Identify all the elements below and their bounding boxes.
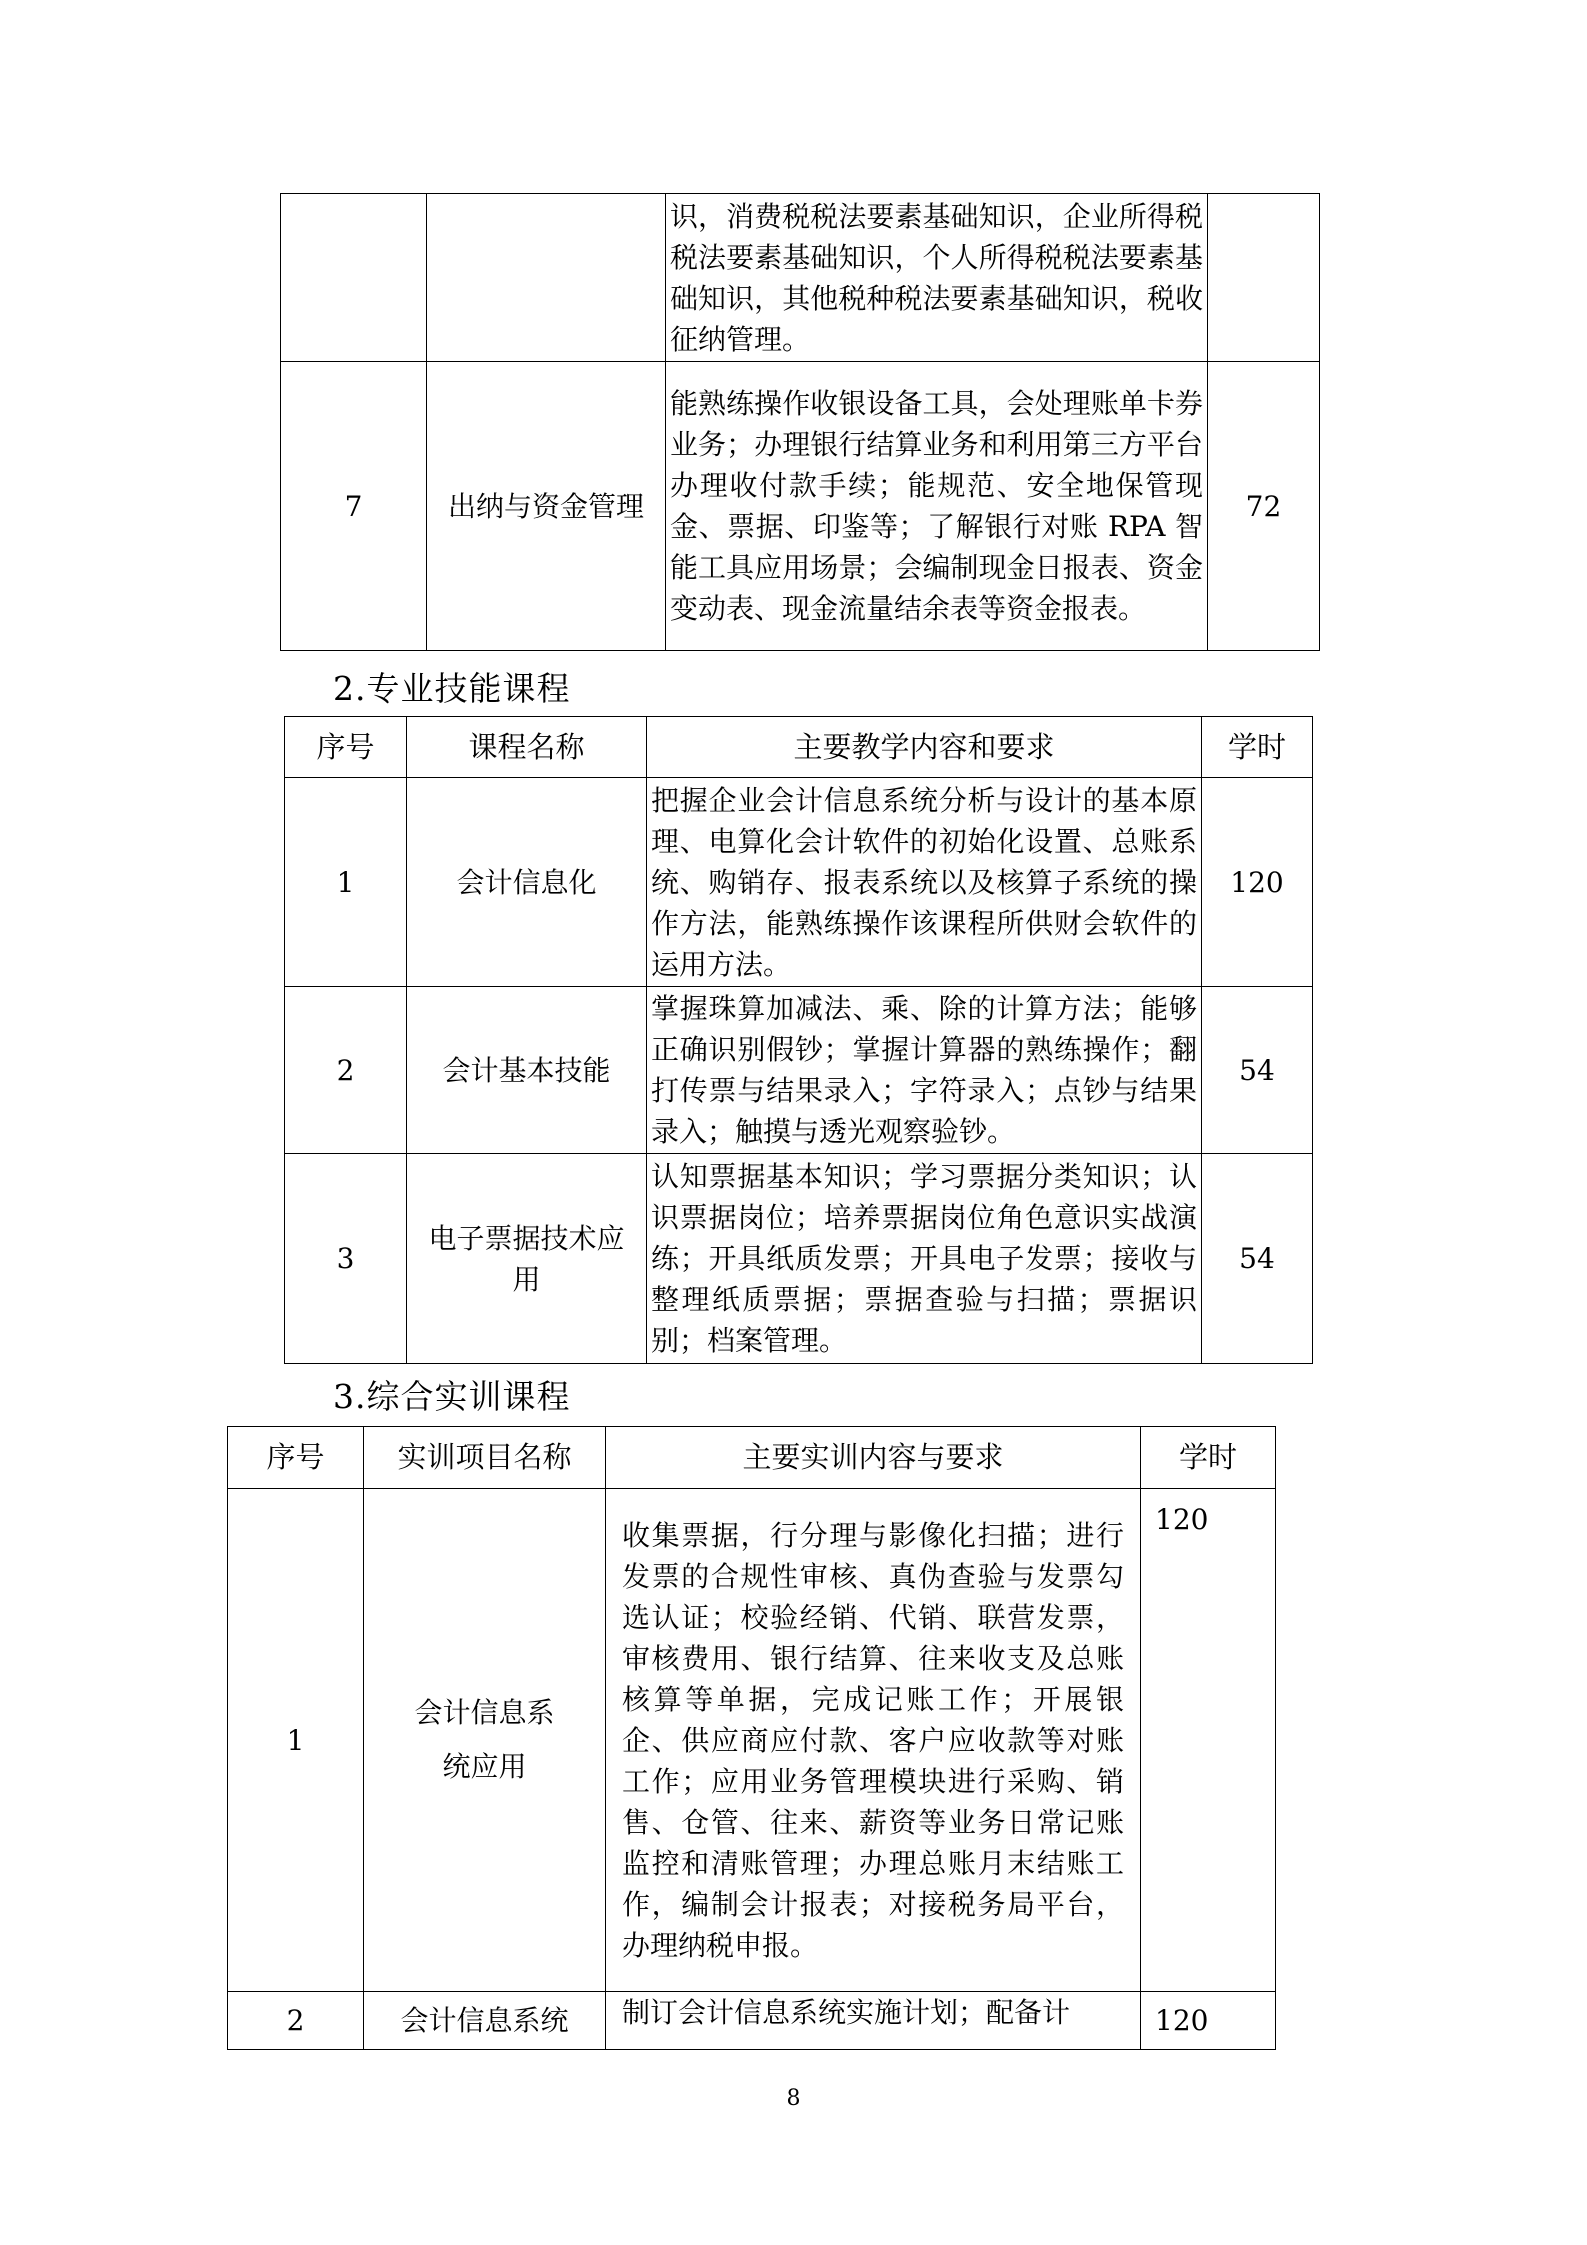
table-row	[285, 1154, 1313, 1364]
header-no: 序号	[228, 1427, 364, 1489]
table-row	[228, 1489, 1276, 1992]
course-content: 掌握珠算加减法、乘、除的计算方法；能够正确识别假钞；掌握计算器的熟练操作；翻打传票与结果录入；字符录入；点钞与结果录入；触摸与透光观察验钞。	[647, 987, 1202, 1154]
course-name: 会计基本技能	[407, 987, 647, 1154]
row-number	[281, 194, 427, 362]
table-header-row	[228, 1427, 1276, 1489]
page-number: 8	[786, 2086, 801, 2111]
header-content: 主要教学内容和要求	[647, 717, 1202, 778]
row-number: 2	[285, 987, 407, 1154]
project-name: 会计信息系统应用	[364, 1489, 606, 1992]
project-name: 会计信息系统	[364, 1992, 606, 2050]
course-hours: 54	[1202, 987, 1313, 1154]
course-content: 认知票据基本知识；学习票据分类知识；认识票据岗位；培养票据岗位角色意识实战演练；开具纸质发票；开具电子发票；接收与整理纸质票据；票据查验与扫描；票据识别；档案管理。	[647, 1154, 1202, 1364]
comprehensive-training-table	[227, 1426, 1276, 2050]
section-heading-comprehensive-training: 3.综合实训课程	[333, 1377, 571, 1416]
course-hours: 72	[1208, 362, 1320, 651]
project-content: 制订会计信息系统实施计划；配备计	[606, 1992, 1141, 2050]
course-content: 把握企业会计信息系统分析与设计的基本原理、电算化会计软件的初始化设置、总账系统、购销存、报表系统以及核算子系统的操作方法，能熟练操作该课程所供财会软件的运用方法。	[647, 778, 1202, 987]
header-no: 序号	[285, 717, 407, 778]
row-number: 1	[285, 778, 407, 987]
header-name: 课程名称	[407, 717, 647, 778]
row-number: 7	[281, 362, 427, 651]
course-hours	[1208, 194, 1320, 362]
course-hours: 54	[1202, 1154, 1313, 1364]
table-row	[281, 362, 1320, 651]
project-hours: 120	[1141, 1992, 1276, 2050]
header-name: 实训项目名称	[364, 1427, 606, 1489]
table-row	[281, 194, 1320, 362]
course-name: 出纳与资金管理	[427, 362, 666, 651]
course-hours: 120	[1202, 778, 1313, 987]
project-hours: 120	[1141, 1489, 1276, 1992]
course-name: 电子票据技术应用	[407, 1154, 647, 1364]
header-hours: 学时	[1202, 717, 1313, 778]
row-number: 1	[228, 1489, 364, 1992]
course-content: 识，消费税税法要素基础知识，企业所得税税法要素基础知识，个人所得税税法要素基础知识，其他税种税法要素基础知识，税收征纳管理。	[666, 194, 1208, 362]
course-name: 会计信息化	[407, 778, 647, 987]
row-number: 3	[285, 1154, 407, 1364]
table-header-row	[285, 717, 1313, 778]
project-content: 收集票据，行分理与影像化扫描；进行发票的合规性审核、真伪查验与发票勾选认证；校验经销、代销、联营发票，审核费用、银行结算、往来收支及总账核算等单据，完成记账工作；开展银企、供应商应付款、客户应收款等对账工作；应用业务管理模块进行采购、销售、仓管、往来、薪资等业务日常记账监控和清账管理；办理总账月末结账工作，编制会计报表；对接税务局平台， 办理纳税申报。	[606, 1489, 1141, 1992]
table-row	[285, 987, 1313, 1154]
table-row	[228, 1992, 1276, 2050]
header-content: 主要实训内容与要求	[606, 1427, 1141, 1489]
course-table-continued	[280, 193, 1320, 651]
row-number: 2	[228, 1992, 364, 2050]
course-content: 能熟练操作收银设备工具，会处理账单卡券业务；办理银行结算业务和利用第三方平台办理收付款手续；能规范、安全地保管现金、票据、印鉴等；了解银行对账 RPA 智能工具应用场景；会编制现金日报表、资金变动表、现金流量结余表等资金报表。	[666, 362, 1208, 651]
course-name	[427, 194, 666, 362]
table-row	[285, 778, 1313, 987]
section-heading-professional-skills: 2.专业技能课程	[333, 669, 571, 708]
professional-skills-table	[284, 716, 1313, 1364]
header-hours: 学时	[1141, 1427, 1276, 1489]
